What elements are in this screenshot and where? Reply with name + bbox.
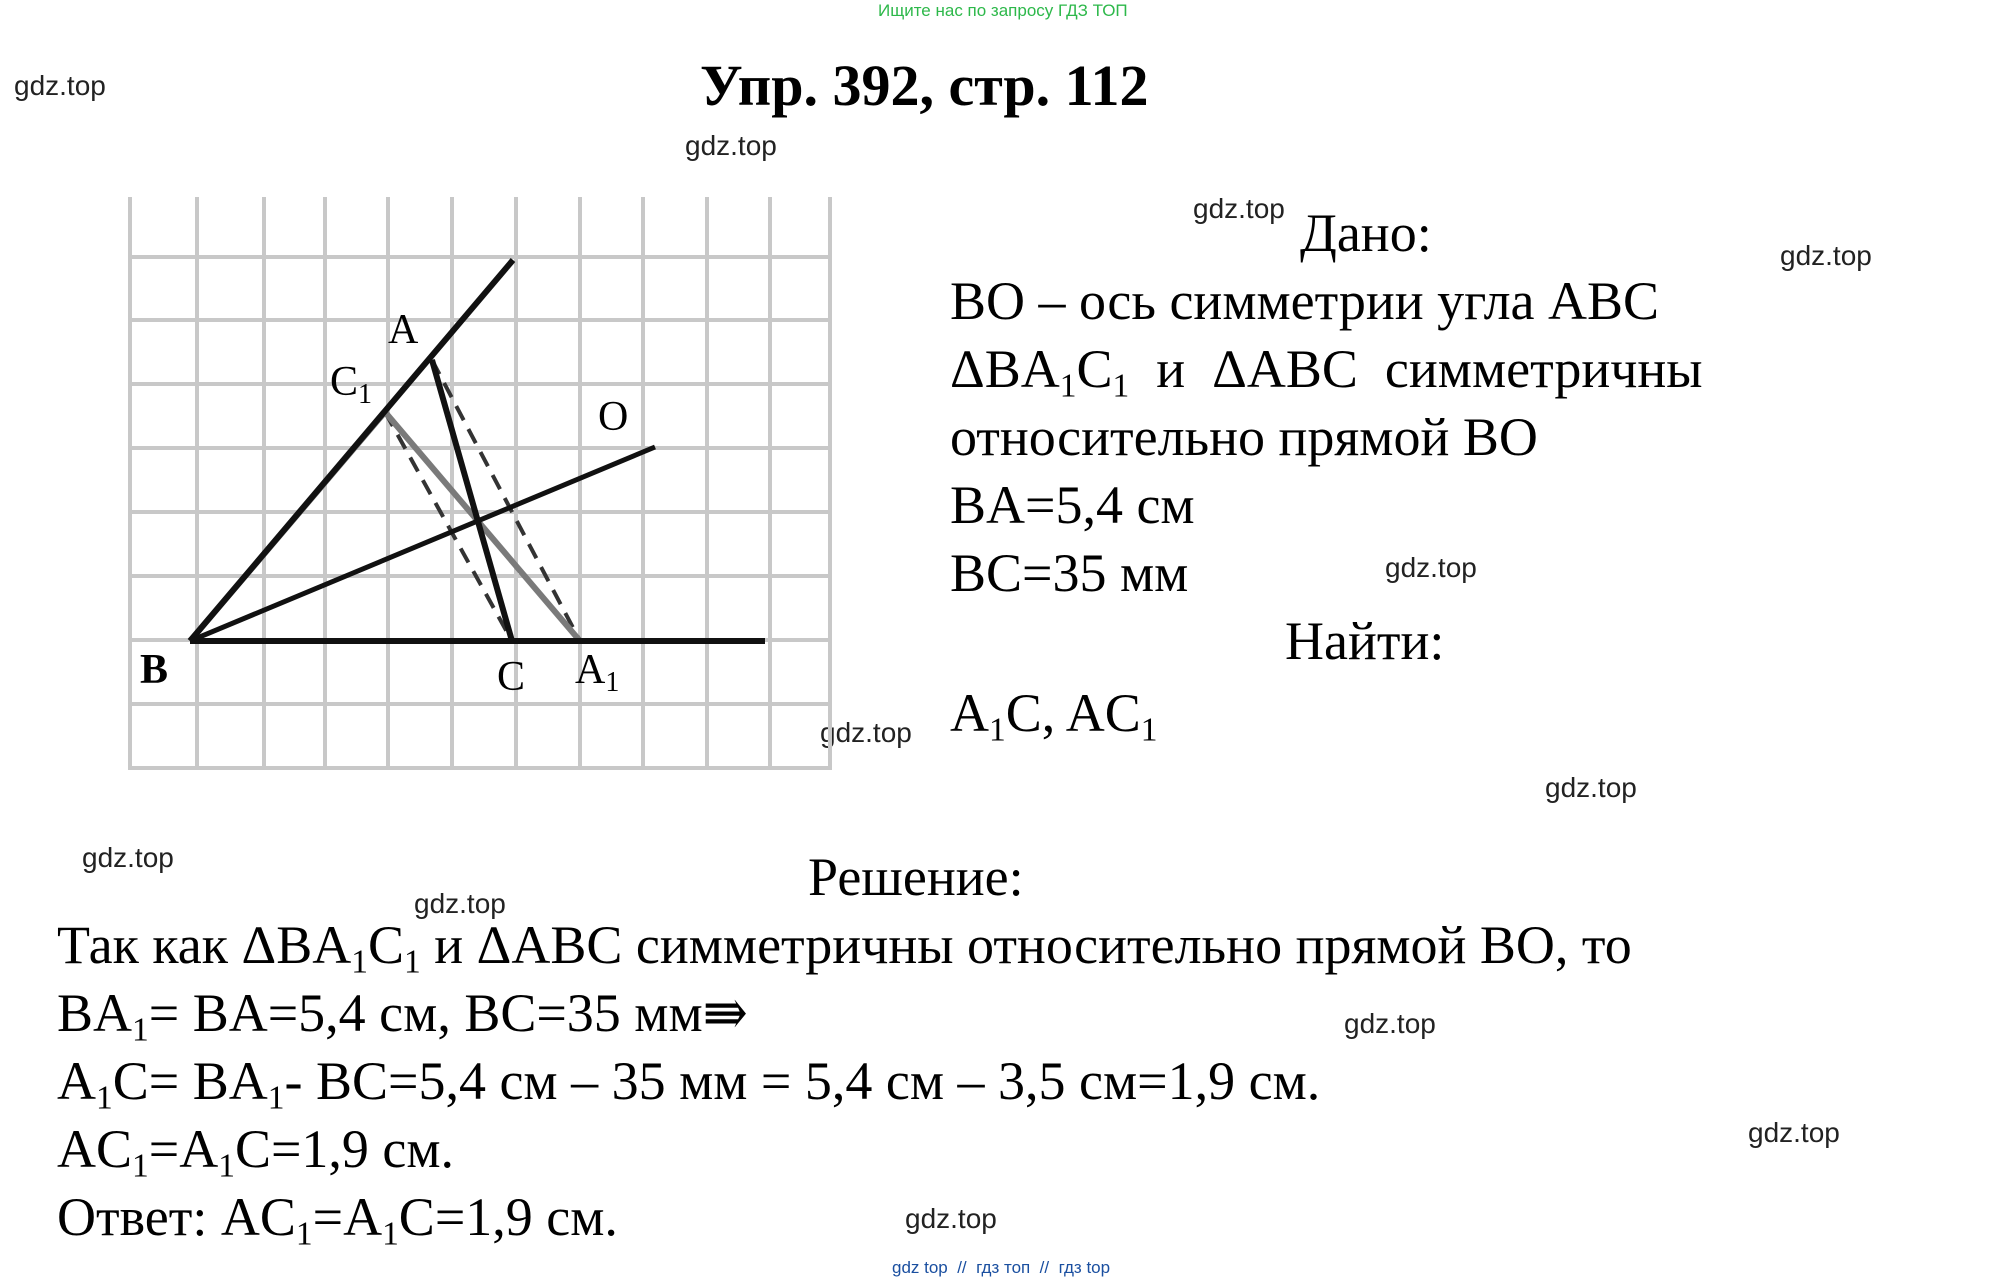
geometry-figure <box>0 0 900 800</box>
given-line-symmetric: $\Delta BA_1C_1$ и ΔABC симметричны <box>950 339 1703 405</box>
answer-line: Ответ: $AC_1=A_1C=1,9$ см. <box>57 1187 618 1253</box>
solution-line-2: $BA_1= BA=5,4$ см, BC=35 мм⇛ <box>57 983 748 1049</box>
given-line-bc: BC=35 мм <box>950 543 1189 603</box>
label-c1: C1 <box>330 359 373 410</box>
solution-heading: Решение: <box>808 847 1024 907</box>
watermark: gdz.top <box>1748 1117 1840 1148</box>
find-line: $A_1C$, $AC_1$ <box>950 683 1158 749</box>
ray-ba <box>190 260 513 641</box>
dashed-segment-a-a1 <box>432 360 580 641</box>
solution-line-1: Так как $\Delta BA_1C_1$ и ΔABC симметричны относительно прямой BO, то <box>57 915 1632 981</box>
watermark: gdz.top <box>1344 1008 1436 1039</box>
label-a: A <box>388 307 419 353</box>
label-a1: A1 <box>575 647 620 698</box>
watermark: gdz.top <box>82 842 174 873</box>
label-o: O <box>598 394 629 440</box>
label-b: B <box>140 647 169 693</box>
watermark: gdz.top <box>1545 772 1637 803</box>
solution-line-4: $AC_1=A_1C=1,9$ см. <box>57 1119 455 1185</box>
watermark: gdz.top <box>1193 193 1285 224</box>
given-line-ba: BA=5,4 см <box>950 475 1195 535</box>
watermark: gdz.top <box>1385 552 1477 583</box>
top-banner[interactable]: Ищите нас по запросу ГДЗ ТОП <box>878 1 1128 20</box>
grid <box>130 197 830 770</box>
watermark: gdz.top <box>1780 240 1872 271</box>
solution-line-3: $A_1C= BA_1-$ BC=5,4 см – 35 мм = 5,4 см – 3,5 см=1,9 см. <box>57 1051 1321 1117</box>
axis-bo <box>190 447 655 641</box>
footer-links[interactable]: gdz top // гдз топ // гдз top <box>892 1258 1111 1277</box>
watermark: gdz.top <box>820 717 912 748</box>
page-title: Упр. 392, стр. 112 <box>700 53 1149 118</box>
watermark: gdz.top <box>905 1203 997 1234</box>
watermark: gdz.top <box>14 70 106 101</box>
watermark: gdz.top <box>414 888 506 919</box>
watermark: gdz.top <box>685 130 777 161</box>
given-heading: Дано: <box>1300 203 1432 263</box>
label-c: C <box>497 654 526 700</box>
given-line-axis: BO – ось симметрии угла ABC <box>950 271 1660 331</box>
segment-a-c <box>432 360 512 641</box>
find-heading: Найти: <box>1285 611 1445 671</box>
given-line-relative: относительно прямой BO <box>950 407 1538 467</box>
